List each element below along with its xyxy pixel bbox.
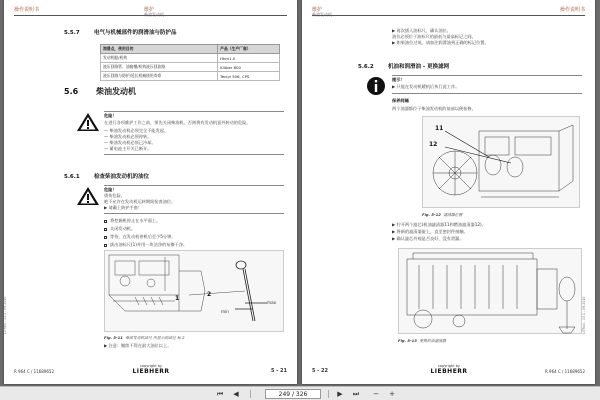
footer-logo-block — [424, 364, 474, 375]
danger-text: 在进行各项维护工作之前，须先关闭柴油机。否则将有发动机意外转动的危险。 — [104, 120, 251, 125]
engine-side-illustration — [399, 249, 583, 335]
header-left-sub: 柴油发动机 — [312, 12, 332, 17]
hint-title: 提示！ — [392, 77, 405, 82]
divider — [104, 111, 284, 112]
left-page — [4, 0, 297, 384]
section-562-heading: 5.6.2 机油和润滑油 - 更换滤网 — [358, 64, 450, 70]
note-line: ▶ 注意：继续不得在最大油位以上。 — [104, 343, 172, 348]
divider — [104, 213, 284, 214]
toolbar-divider — [328, 390, 329, 398]
lubricant-table — [100, 44, 280, 81]
page-number: 5 - 21 — [271, 368, 287, 374]
section-56-heading: 5.6 柴油发动机 — [64, 87, 136, 96]
header-rule — [312, 15, 585, 16]
step-item: ▶ 拧开两个滤芯(机油滤清器11和燃油滤清器12)。 — [392, 222, 486, 227]
page-number: 5 - 22 — [312, 368, 328, 374]
footer-code: R 964 C / 11689652 — [14, 369, 54, 374]
footer-code: R 964 C / 11689652 — [545, 369, 585, 374]
right-page — [302, 0, 595, 384]
liebherr-logo: LIEBHERR — [430, 368, 468, 375]
step-item: ▶ 确认滤芯外观是否良好，没有泄漏。 — [392, 236, 464, 241]
step-item: 等待，在发动机停机后至少5分钟。 — [104, 234, 175, 240]
divider — [104, 154, 284, 155]
copyright-text: copyright by — [140, 364, 162, 368]
danger-text: — 柴油发动机必须停转。 — [104, 134, 152, 139]
callout-1: 1 — [175, 295, 180, 302]
right-page-footer — [312, 364, 585, 378]
danger-text: — 柴油发动机必须完全不能发起。 — [104, 128, 169, 133]
hint-text: ▶ 只能在发动机暖机后执行此工作。 — [392, 84, 460, 89]
min-label: min — [221, 309, 229, 314]
intro-line: ▶ 再次插入油标尺，确认油位。 — [392, 28, 451, 33]
table-cell: Tectyl 506, CPS — [218, 72, 280, 81]
callout-11: 11 — [435, 125, 444, 132]
viewer-toolbar — [0, 386, 600, 400]
intro-line: 油位必须位于油标尺的最低与最高标记之间。 — [392, 34, 476, 39]
step-item: 将挖掘机停止在水平面上。 — [104, 218, 160, 224]
table-header: 产品（生产厂商） — [218, 45, 280, 54]
divider — [104, 185, 284, 186]
divider — [392, 75, 582, 76]
header-left: 维护 — [312, 7, 323, 13]
danger-title: 危险！ — [104, 187, 117, 192]
table-cell: 发动机舱/机构 — [101, 54, 218, 63]
page-number-input[interactable]: 249 / 326 — [265, 389, 321, 399]
intro-line: ▶ 如果油位过低，请加注润滑油到正确的标记位置。 — [392, 40, 489, 45]
header-center-sub: 柴油发动机 — [144, 12, 164, 17]
danger-title: 危险！ — [104, 113, 117, 118]
danger-text: ▶ 请戴上防护手套！ — [104, 205, 143, 210]
warning-icon — [76, 186, 100, 206]
next-page-icon[interactable]: ▶ — [337, 390, 343, 398]
info-icon — [366, 76, 386, 96]
footer-logo-block — [126, 364, 176, 375]
copyright-text: copyright by — [438, 364, 460, 368]
step-item: 拔出油标尺(1)并用一块洁净的布擦干净。 — [104, 242, 187, 248]
max-label: max — [267, 300, 277, 305]
warning-icon — [76, 112, 100, 132]
table-row — [101, 63, 280, 72]
zoom-in-icon[interactable]: + — [389, 390, 395, 398]
section-561-heading: 5.6.1 检查柴油发动机的油位 — [64, 174, 150, 180]
figure-caption: Fig. 5-11 柴油发动机油尺 所显示的油位 标 2 — [104, 335, 185, 340]
liebherr-logo: LIEBHERR — [132, 368, 170, 375]
table-cell: Hhm1.0 — [218, 54, 280, 63]
danger-text: — 蓄电池主开关已断开。 — [104, 146, 152, 151]
header-center: 维护 — [144, 7, 155, 13]
table-cell: 液压回路管、油箱槽/机构液压回油路 — [101, 63, 218, 72]
table-row — [101, 54, 280, 63]
divider — [392, 93, 582, 94]
left-page-footer — [14, 364, 287, 378]
figure-caption: Fig. 5-12 滤清器位置 — [422, 212, 463, 217]
prev-page-icon[interactable]: ◀ — [233, 390, 239, 398]
engine-illustration — [105, 251, 285, 333]
step-item: ▶ 将新的滤清器旋上，直至密封件接触。 — [392, 229, 468, 234]
section-557-heading: 5.5.7 电气与机械部件的润滑油与防护品 — [64, 30, 177, 36]
figure-dipstick — [104, 250, 284, 332]
callout-2: 2 — [207, 291, 212, 298]
subheading: 保养间隔 — [392, 98, 409, 103]
danger-text: — 柴油发动机必须已冷却。 — [104, 140, 156, 145]
danger-text: 绝不允许在发动机运转期间检查油位。 — [104, 199, 176, 204]
figure-filter-change — [398, 248, 582, 334]
body-line: 两个油器都位于柴油发动机的前部以便检修。 — [392, 106, 476, 111]
table-cell: Klüber 600 — [218, 63, 280, 72]
figure-caption: Fig. 5-13 更换机油滤清器 — [398, 338, 446, 343]
side-doc-code: LITRa4 - 13.1 - 09.2010 — [581, 296, 586, 334]
header-rule — [14, 15, 287, 16]
side-doc-code: LITRa4 - 13.1 - 09.2010 — [3, 296, 7, 334]
danger-text: 烫伤危险。 — [104, 193, 125, 198]
table-row — [101, 72, 280, 81]
figure-filter-location — [422, 116, 580, 208]
zoom-out-icon[interactable]: − — [373, 390, 379, 398]
header-right: 操作说明书 — [559, 7, 585, 13]
table-cell: 液压回路与防护/延长机械使用寿命 — [101, 72, 218, 81]
callout-12: 12 — [429, 141, 438, 148]
engine-filter-illustration — [423, 117, 581, 209]
header-left: 操作说明书 — [14, 7, 40, 13]
first-page-icon[interactable]: ⏮ — [216, 390, 224, 398]
toolbar-divider — [250, 390, 251, 398]
last-page-icon[interactable]: ⏭ — [352, 390, 360, 398]
table-header: 润滑点，使用目的 — [101, 45, 218, 54]
step-item: 关闭发动机。 — [104, 226, 135, 232]
